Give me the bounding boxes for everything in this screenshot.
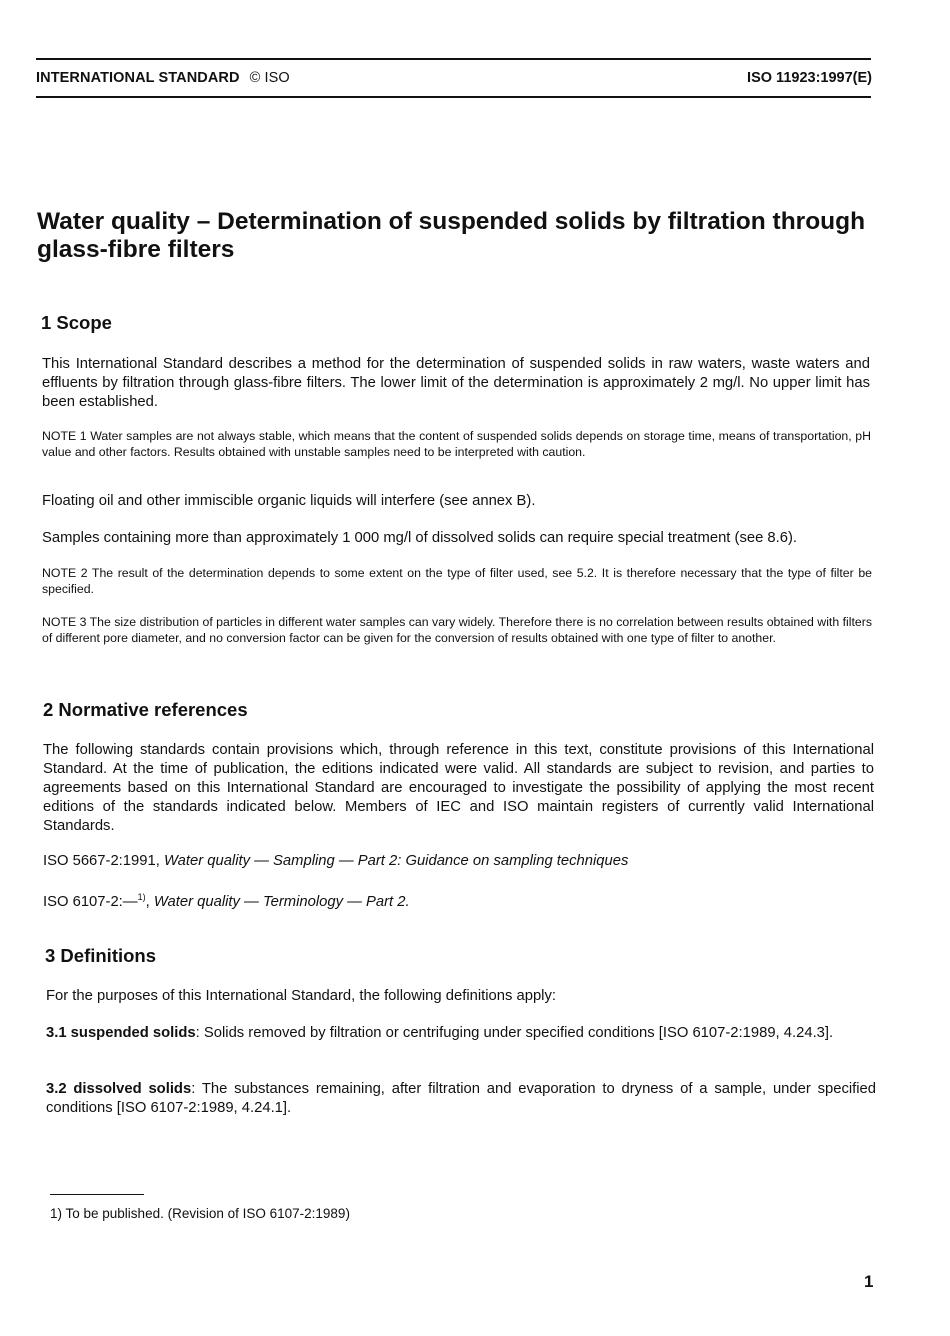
reference-separator: ,	[145, 894, 154, 910]
definition-3-1	[46, 1024, 876, 1043]
scope-paragraph-2: Floating oil and other immiscible organic liquids will interfere (see annex B).	[42, 493, 536, 509]
definitions-intro: For the purposes of this International Standard, the following definitions apply:	[46, 988, 556, 1004]
reference-iso-5667-2	[43, 852, 874, 871]
section-heading-scope: 1 Scope	[41, 312, 112, 333]
document-title: Water quality – Determination of suspended solids by filtration through glass-fibre filters	[37, 208, 866, 263]
header-standard-label	[36, 70, 290, 86]
scope-paragraph-3: Samples containing more than approximately 1 000 mg/l of dissolved solids can require special treatment (see 8.6).	[42, 530, 798, 546]
reference-code: ISO 6107-2:—	[43, 894, 138, 910]
document-number: ISO 11923:1997(E)	[747, 70, 872, 86]
reference-code: ISO 5667-2:1991,	[43, 853, 164, 869]
definition-text: : The substances remaining, after filtration and evaporation to dryness of a sample, under specified conditions [ISO 6107-2:1989, 4.24.1].	[46, 1081, 876, 1116]
definition-text: : Solids removed by filtration or centrifuging under specified conditions [ISO 6107-2:1989, 4.24.3].	[195, 1025, 834, 1041]
header-top-rule	[36, 58, 871, 60]
standard-label: INTERNATIONAL STANDARD	[36, 70, 240, 86]
definition-term: 3.1 suspended solids	[46, 1025, 196, 1041]
scope-note-2: NOTE 2 The result of the determination depends to some extent on the type of filter used, see 5.2. It is therefore necessary that the type of filter be specified.	[42, 566, 872, 596]
reference-iso-6107-2	[43, 888, 874, 912]
scope-note-3: NOTE 3 The size distribution of particles in different water samples can vary widely. Therefore there is no correlation between results obtained with filters of different pore diameter, and no conversion factor can be given for the conversion of results obtained with one type of filter to another.	[42, 615, 872, 645]
footnote-marker: 1)	[137, 892, 146, 902]
footnote: 1) To be published. (Revision of ISO 6107-2:1989)	[50, 1206, 350, 1221]
reference-title: Water quality — Sampling — Part 2: Guidance on sampling techniques	[163, 853, 629, 869]
footnote-separator	[50, 1194, 144, 1195]
scope-paragraph-1: This International Standard describes a method for the determination of suspended solids in raw waters, waste waters and effluents by filtration through glass-fibre filters. The lower limit of the determination is approximately 2 mg/l. No upper limit has been established.	[42, 356, 870, 410]
section-heading-normative-references: 2 Normative references	[43, 699, 248, 720]
section-heading-definitions: 3 Definitions	[45, 945, 157, 966]
definition-3-2	[46, 1080, 876, 1118]
reference-title: Water quality — Terminology — Part 2.	[153, 894, 410, 910]
copyright-notice: © ISO	[249, 70, 290, 86]
page-number: 1	[864, 1272, 874, 1291]
definition-term: 3.2 dissolved solids	[46, 1081, 192, 1097]
scope-note-1: NOTE 1 Water samples are not always stable, which means that the content of suspended solids depends on storage time, means of transportation, pH value and other factors. Results obtained with unstable samples need to be interpreted with caution.	[42, 429, 871, 459]
normative-references-paragraph: The following standards contain provisions which, through reference in this text, constitute provisions of this International Standard. At the time of publication, the editions indicated were valid. All standards are subject to revision, and parties to agreements based on this International Standard are encouraged to investigate the possibility of applying the most recent editions of the standards indicated below. Members of IEC and ISO maintain registers of currently valid International Standards.	[43, 742, 874, 834]
header-bottom-rule	[36, 96, 871, 98]
